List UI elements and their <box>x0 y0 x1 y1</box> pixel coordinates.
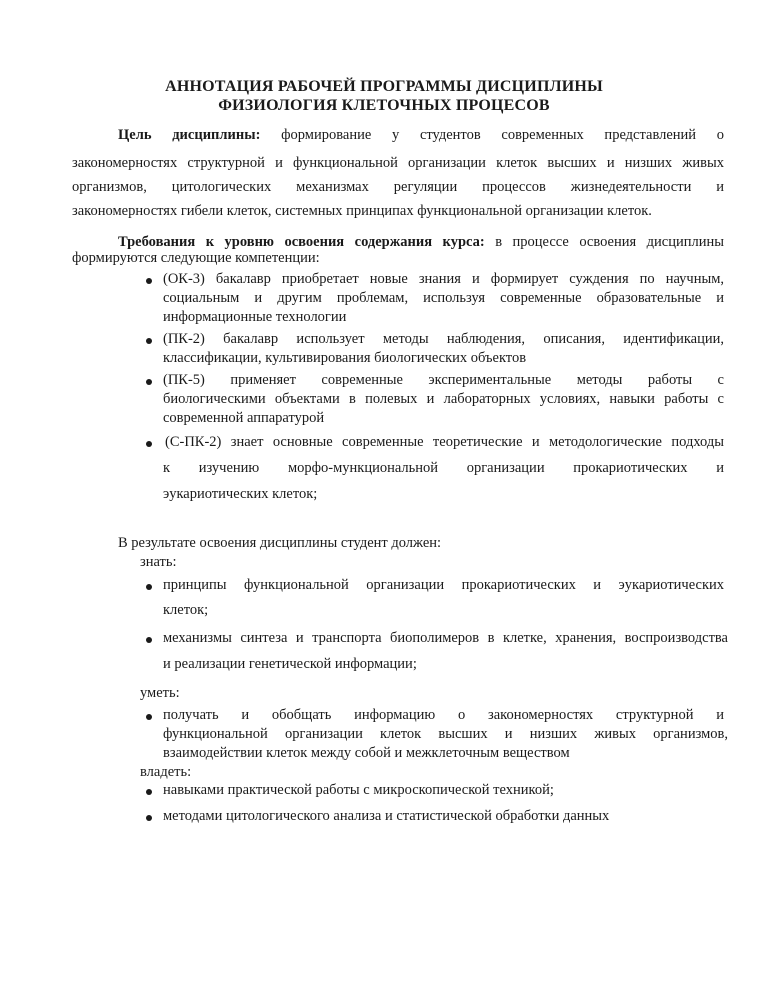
competency-1-line-1: (ОК-3) бакалавр приобретает новые знания и формирует суждения по научным, <box>163 271 724 287</box>
competency-1-line-3: информационные технологии <box>163 309 347 325</box>
own-item-1: навыками практической работы с микроскопической техникой; <box>163 782 554 798</box>
goal-line-4: закономерностях гибели клеток, системных принципах функциональной организации клеток. <box>72 203 652 219</box>
goal-text-1: формирование у студентов современных представлений о <box>281 127 725 143</box>
competency-1-line-2: социальным и другим проблемам, используя современные образовательные и <box>163 290 724 306</box>
bullet-icon <box>146 278 152 284</box>
own-item-2: методами цитологического анализа и статистической обработки данных <box>163 808 610 824</box>
goal-label: Цель дисциплины: <box>118 127 261 143</box>
bullet-icon <box>146 789 152 795</box>
bullet-icon <box>146 338 152 344</box>
know-label: знать: <box>140 554 177 570</box>
can-item-1-line-3: взаимодействии клеток между собой и межклеточным веществом <box>163 745 570 761</box>
know-item-1-line-1: принципы функциональной организации прокариотических и эукариотических <box>163 577 724 593</box>
competency-3-line-1: (ПК-5) применяет современные экспериментальные методы работы с <box>163 372 724 388</box>
goal-line-1 <box>118 127 724 144</box>
competency-4-line-3: эукариотических клеток; <box>163 486 318 502</box>
result-intro: В результате освоения дисциплины студент должен: <box>118 535 442 551</box>
document-title-line-1: АННОТАЦИЯ РАБОЧЕЙ ПРОГРАММЫ ДИСЦИПЛИНЫ <box>165 78 603 95</box>
requirements-label: Требования к уровню освоения содержания курса: <box>118 234 485 250</box>
competency-2-line-1: (ПК-2) бакалавр использует методы наблюдения, описания, идентификации, <box>163 331 724 347</box>
competency-4-line-1: (С-ПК-2) знает основные современные теоретические и методологические подходы <box>165 434 724 450</box>
can-item-1-line-1: получать и обобщать информацию о закономерностях структурной и <box>163 707 724 723</box>
competency-2-line-2: классификации, культивирования биологических объектов <box>163 350 527 366</box>
know-item-2-line-2: и реализации генетической информации; <box>163 656 417 672</box>
goal-line-3: организмов, цитологических механизмах регуляции процессов жизнедеятельности и <box>72 179 724 195</box>
bullet-icon <box>146 815 152 821</box>
requirements-line-1 <box>118 234 724 251</box>
requirements-line-2: формируются следующие компетенции: <box>72 250 320 266</box>
competency-4-line-2: к изучению морфо-мункциональной организации прокариотических и <box>163 460 724 476</box>
bullet-icon <box>146 714 152 720</box>
can-item-1-line-2: функциональной организации клеток высших и низших живых организмов, <box>163 726 728 742</box>
can-label: уметь: <box>140 685 180 701</box>
know-item-2-line-1: механизмы синтеза и транспорта биополимеров в клетке, хранения, воспроизводства <box>163 630 728 646</box>
know-item-1-line-2: клеток; <box>163 602 209 618</box>
own-label: владеть: <box>140 764 192 780</box>
competency-3-line-3: современной аппаратурой <box>163 410 325 426</box>
bullet-icon <box>146 379 152 385</box>
document-title-line-2: ФИЗИОЛОГИЯ КЛЕТОЧНЫХ ПРОЦЕСОВ <box>218 97 550 114</box>
bullet-icon <box>146 637 152 643</box>
goal-line-2: закономерностях структурной и функциональной организации клеток высших и низших живых <box>72 155 724 171</box>
requirements-text-1: в процессе освоения дисциплины <box>495 234 725 250</box>
competency-3-line-2: биологическими объектами в полевых и лабораторных условиях, навыки работы с <box>163 391 724 407</box>
bullet-icon <box>146 441 152 447</box>
bullet-icon <box>146 584 152 590</box>
